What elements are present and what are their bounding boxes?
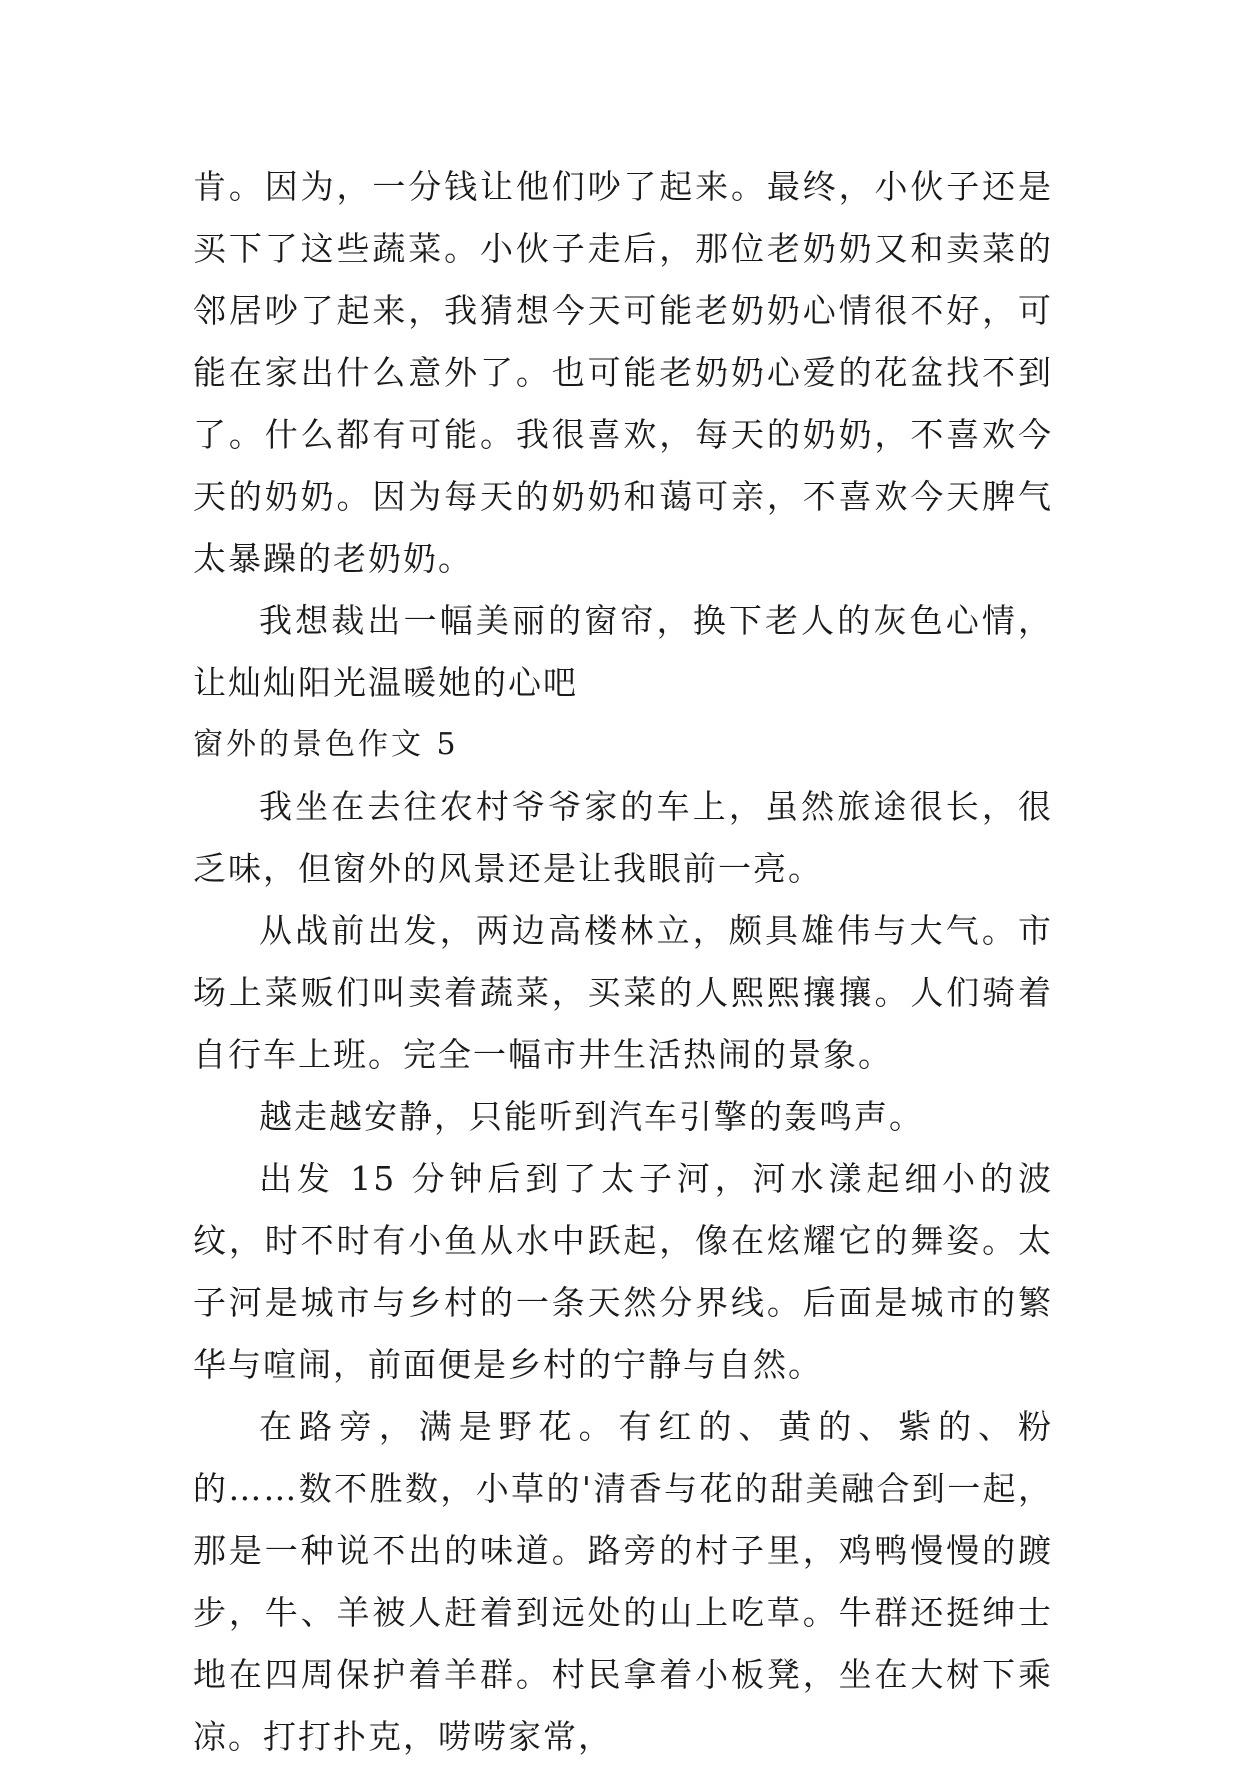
paragraph: 我想裁出一幅美丽的窗帘，换下老人的灰色心情，让灿灿阳光温暖她的心吧 — [193, 601, 1053, 702]
paragraph: 越走越安静，只能听到汽车引擎的轰鸣声。 — [259, 1097, 924, 1136]
paragraph: 我坐在去往农村爷爷家的车上，虽然旅途很长，很乏味，但窗外的风景还是让我眼前一亮。 — [193, 787, 1053, 888]
paragraph: 肯。因为，一分钱让他们吵了起来。最终，小伙子还是买下了这些蔬菜。小伙子走后，那位老奶奶又和卖菜的邻居吵了起来，我猜想今天可能老奶奶心情很不好，可能在家出什么意外了。也可能老奶奶心爱的花盆找不到了。什么都有可能。我很喜欢，每天的奶奶，不喜欢今天的奶奶。因为每天的奶奶和蔼可亲，不喜欢今天脾气太暴躁的老奶奶。 — [193, 167, 1053, 578]
paragraph: 从战前出发，两边高楼林立，颇具雄伟与大气。市场上菜贩们叫卖着蔬菜，买菜的人熙熙攘攘。人们骑着自行车上班。完全一幅市井生活热闹的景象。 — [193, 911, 1053, 1074]
paragraph: 在路旁，满是野花。有红的、黄的、紫的、粉的……数不胜数，小草的'清香与花的甜美融合到一起，那是一种说不出的味道。路旁的村子里，鸡鸭慢慢的踱步，牛、羊被人赶着到远处的山上吃草。牛群还挺绅士地在四周保护着羊群。村民拿着小板凳，坐在大树下乘凉。打打扑克，唠唠家常， — [193, 1407, 1053, 1756]
paragraph: 出发 15 分钟后到了太子河，河水漾起细小的波纹，时不时有小鱼从水中跃起，像在炫耀它的舞姿。太子河是城市与乡村的一条天然分界线。后面是城市的繁华与喧闹，前面便是乡村的宁静与自然。 — [193, 1159, 1053, 1384]
section-heading: 窗外的景色作文 5 — [193, 727, 459, 762]
document-body — [193, 156, 1053, 1768]
